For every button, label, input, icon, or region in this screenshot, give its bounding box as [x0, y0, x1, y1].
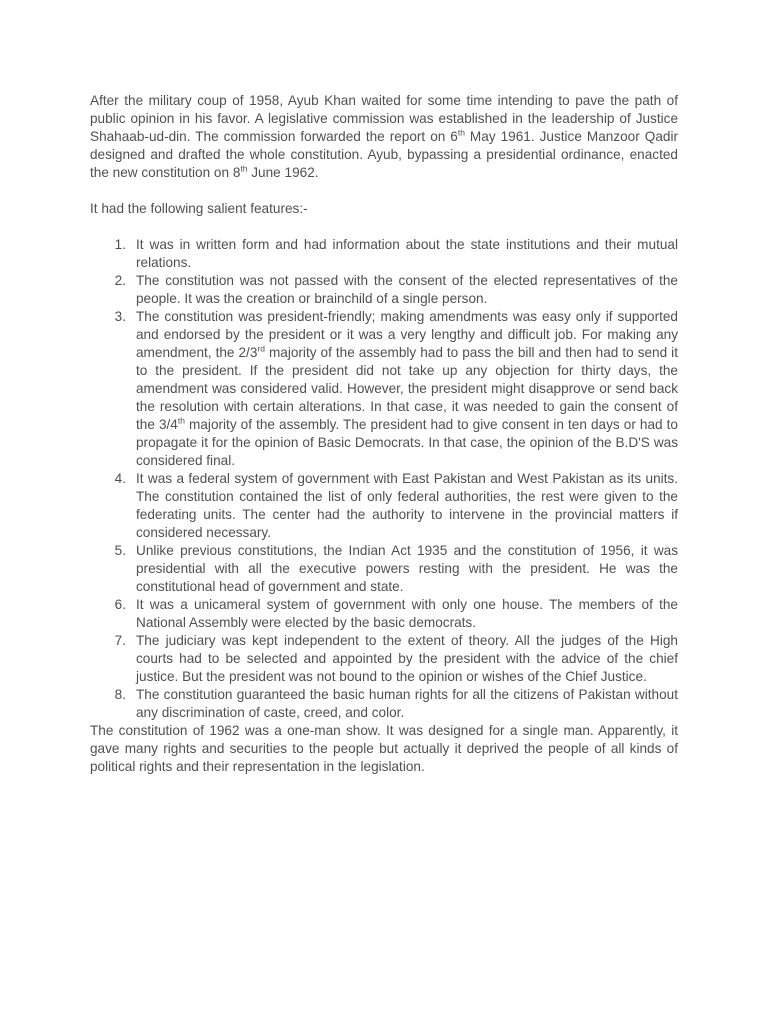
intro-superscript-2: th	[240, 163, 248, 174]
intro-text-2: May 1961. Justice Manzoor Qadir designed and drafted the whole constitution. Ayub, bypassing a presidential ordinance, enacted the new constitution on 8	[90, 129, 678, 180]
features-list	[90, 236, 678, 722]
item-3-text-2: majority of the assembly had to pass the bill and then had to send it to the president. If the president did not take up any objection for thirty days, the amendment was considered valid. However, the president might disapprove or send back the resolution with certain alterations. In that case, it was needed to gain the consent of the 3/4	[136, 345, 678, 432]
list-item-text: It was in written form and had information about the state institutions and their mutual relations.	[136, 237, 678, 270]
item-3-superscript-2: th	[177, 415, 185, 426]
list-item-number: 8.	[114, 687, 126, 702]
list-item	[90, 470, 678, 542]
item-3-text-3: majority of the assembly. The president had to give consent in ten days or had to propagate it for the opinion of Basic Democrats. In that case, the opinion of the B.D'S was considered final.	[136, 417, 678, 468]
list-item-text: The constitution guaranteed the basic human rights for all the citizens of Pakistan without any discrimination of caste, creed, and color.	[136, 687, 678, 720]
list-item	[90, 686, 678, 722]
list-item-number: 1.	[114, 237, 126, 252]
list-item	[90, 308, 678, 470]
list-item-number: 3.	[114, 309, 126, 324]
conclusion-paragraph: The constitution of 1962 was a one-man show. It was designed for a single man. Apparently, it gave many rights and securities to the people but actually it deprived the people of all kinds of political rights and their representation in the legislation.	[90, 723, 678, 774]
list-item-text: The judiciary was kept independent to the extent of theory. All the judges of the High courts had to be selected and appointed by the president with the advice of the chief justice. But the president was not bound to the opinion or wishes of the Chief Justice.	[136, 633, 678, 684]
list-item-text: It was a federal system of government with East Pakistan and West Pakistan as its units. The constitution contained the list of only federal authorities, the rest were given to the federating units. The center had the authority to intervene in the provincial matters if considered necessary.	[136, 471, 678, 540]
document-body	[90, 92, 678, 776]
list-item-text: It was a unicameral system of government with only one house. The members of the National Assembly were elected by the basic democrats.	[136, 597, 678, 630]
list-item-text	[136, 309, 678, 468]
list-item	[90, 272, 678, 308]
item-3-text-1: The constitution was president-friendly; making amendments was easy only if supported and endorsed by the president or it was a very lengthy and difficult job. For making any amendment, the 2/3	[136, 309, 678, 360]
list-item	[90, 596, 678, 632]
list-item-number: 5.	[114, 543, 126, 558]
intro-superscript-1: th	[457, 127, 465, 138]
list-item-number: 7.	[114, 633, 126, 648]
list-item-number: 2.	[114, 273, 126, 288]
item-3-superscript-1: rd	[257, 343, 265, 354]
intro-paragraph	[90, 92, 678, 182]
list-item	[90, 542, 678, 596]
list-item-number: 6.	[114, 597, 126, 612]
list-item	[90, 632, 678, 686]
list-item-text: The constitution was not passed with the consent of the elected representatives of the people. It was the creation or brainchild of a single person.	[136, 273, 678, 306]
intro-text-3: June 1962.	[247, 165, 319, 180]
list-item-number: 4.	[114, 471, 126, 486]
list-item	[90, 236, 678, 272]
features-lead: It had the following salient features:-	[90, 201, 308, 216]
intro-text-1: After the military coup of 1958, Ayub Khan waited for some time intending to pave the path of public opinion in his favor. A legislative commission was established in the leadership of Justice Shahaab-ud-din. The commission forwarded the report on 6	[90, 93, 678, 144]
list-item-text: Unlike previous constitutions, the Indian Act 1935 and the constitution of 1956, it was presidential with all the executive powers resting with the president. He was the constitutional head of government and state.	[136, 543, 678, 594]
